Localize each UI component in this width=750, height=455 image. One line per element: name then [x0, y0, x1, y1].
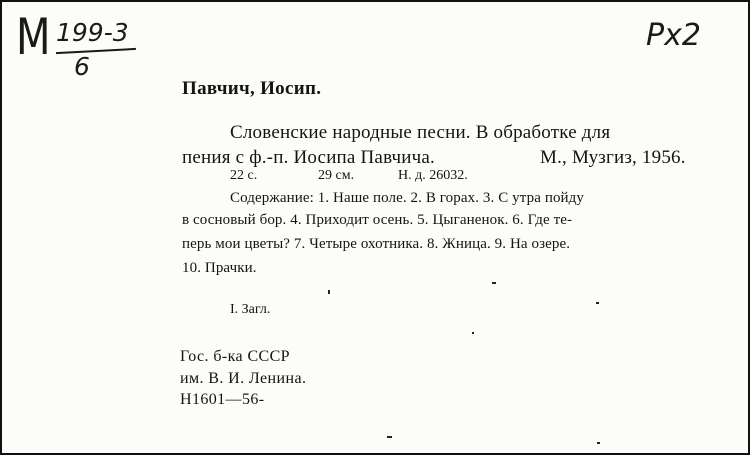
call-number-letter: М — [16, 8, 51, 66]
physical-description — [230, 168, 468, 184]
library-line-1: Гос. б-ка СССР — [180, 348, 290, 365]
scan-speck — [387, 436, 392, 438]
corner-mark: Рх2 — [646, 18, 701, 53]
contents-line-4: 10. Прачки. — [182, 260, 257, 276]
scan-speck — [492, 282, 496, 284]
library-line-2: им. В. И. Ленина. — [180, 370, 307, 387]
title-line-1: Словенские народные песни. В обработке для — [230, 122, 611, 143]
plate-number: Н. д. 26032. — [398, 168, 468, 183]
pages: 22 с. — [230, 168, 258, 183]
tracing: I. Загл. — [230, 302, 271, 317]
contents-line-2: в сосновый бор. 4. Приходит осень. 5. Цыганенок. 6. Где те- — [182, 212, 573, 228]
title-line-2 — [182, 147, 686, 169]
call-number-numerator: 199-3 — [56, 18, 129, 47]
scan-speck — [328, 290, 330, 294]
size: 29 см. — [318, 168, 355, 183]
contents-line-3: перь мои цветы? 7. Четыре охотника. 8. Жница. 9. На озере. — [182, 236, 571, 252]
call-number-fraction-line — [56, 48, 136, 54]
author-heading: Павчич, Иосип. — [182, 78, 322, 99]
scan-speck — [472, 332, 474, 334]
publication-info: М., Музгиз, 1956. — [540, 147, 686, 168]
library-line-3: Н1601—56- — [180, 391, 265, 408]
contents-line-1: Содержание: 1. Наше поле. 2. В горах. 3. С утра пойду — [230, 190, 585, 206]
scan-speck — [597, 442, 600, 444]
title-statement: пения с ф.-п. Иосипа Павчича. — [182, 147, 435, 168]
call-number-denominator: 6 — [74, 52, 90, 81]
scan-speck — [596, 302, 599, 304]
